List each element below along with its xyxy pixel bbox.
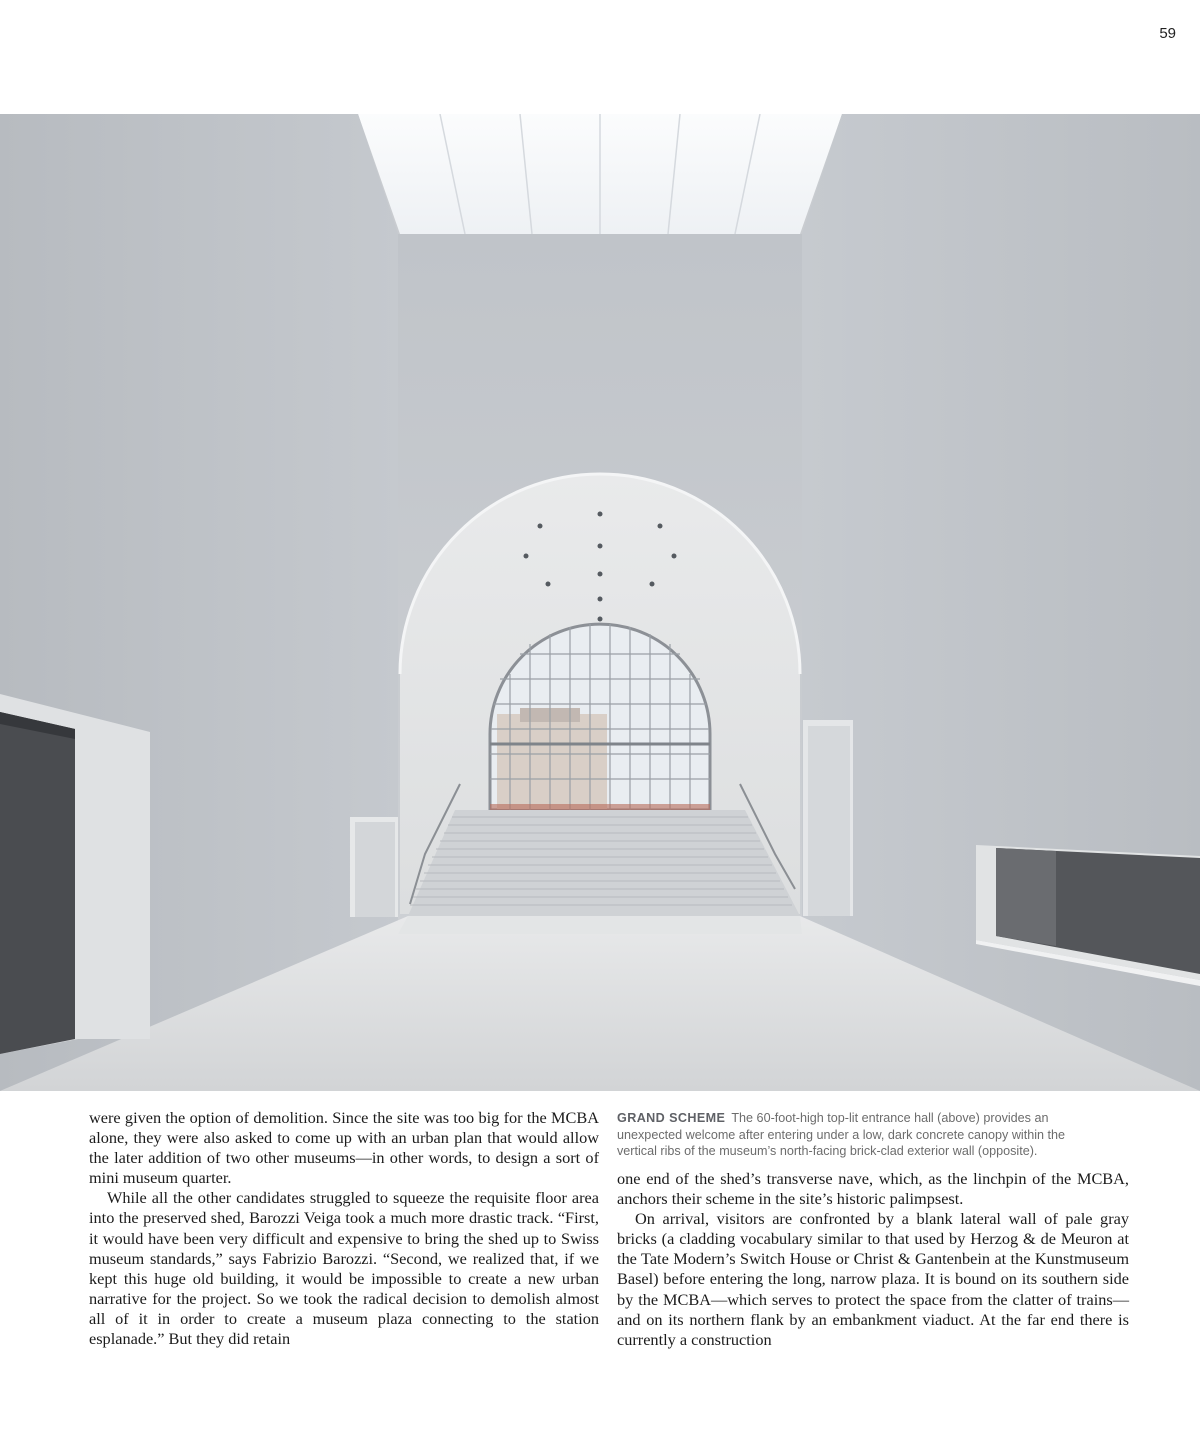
article-left-column <box>89 1108 599 1349</box>
article-paragraph: While all the other candidates struggled to squeeze the requisite floor area into the preserved shed, Barozzi Veiga took a much more drastic track. “First, it would have been very difficult and expensive to bring the shed up to Swiss museum standards,” says Fabrizio Barozzi. “Second, we realized that, if we kept this huge old building, it would be impossible to create a new urban narrative for the project. So we took the radical decision to demolish almost all of it in order to create a museum plaza connecting to the station esplanade.” But they did retain <box>89 1188 599 1349</box>
page-number: 59 <box>1159 25 1176 42</box>
article-paragraph: one end of the shed’s transverse nave, which, as the linchpin of the MCBA, anchors their scheme in the site’s historic palimpsest. <box>617 1169 1129 1209</box>
left-doorway <box>0 712 75 1054</box>
article-paragraph: On arrival, visitors are confronted by a blank lateral wall of pale gray bricks (a cladding vocabulary similar to that used by Herzog & de Meuron at the Tate Modern’s Switch House or Christ & Gantenbein at the Kunstmuseum Basel) before entering the long, narrow plaza. It is bound on its southern side by the MCBA—which serves to protect the space from the clatter of trains—and on its northern flank by an embankment viaduct. At the far end there is currently a construction <box>617 1209 1129 1349</box>
article-paragraph: were given the option of demolition. Since the site was too big for the MCBA alone, they were also asked to come up with an urban plan that would allow the later addition of two other museums—in other words, to design a sort of mini museum quarter. <box>89 1108 599 1188</box>
entrance-hall-photo <box>0 114 1200 1091</box>
article-right-column <box>617 1169 1129 1350</box>
staircase <box>408 810 800 916</box>
caption-text: The 60-foot-high top-lit entrance hall (above) provides an unexpected welcome after entering under a low, dark concrete canopy within the vertical ribs of the museum’s north-facing brick-clad exterior wall (opposite). <box>617 1111 1066 1158</box>
photo-caption <box>617 1110 1107 1160</box>
caption-title: GRAND SCHEME <box>617 1111 726 1125</box>
